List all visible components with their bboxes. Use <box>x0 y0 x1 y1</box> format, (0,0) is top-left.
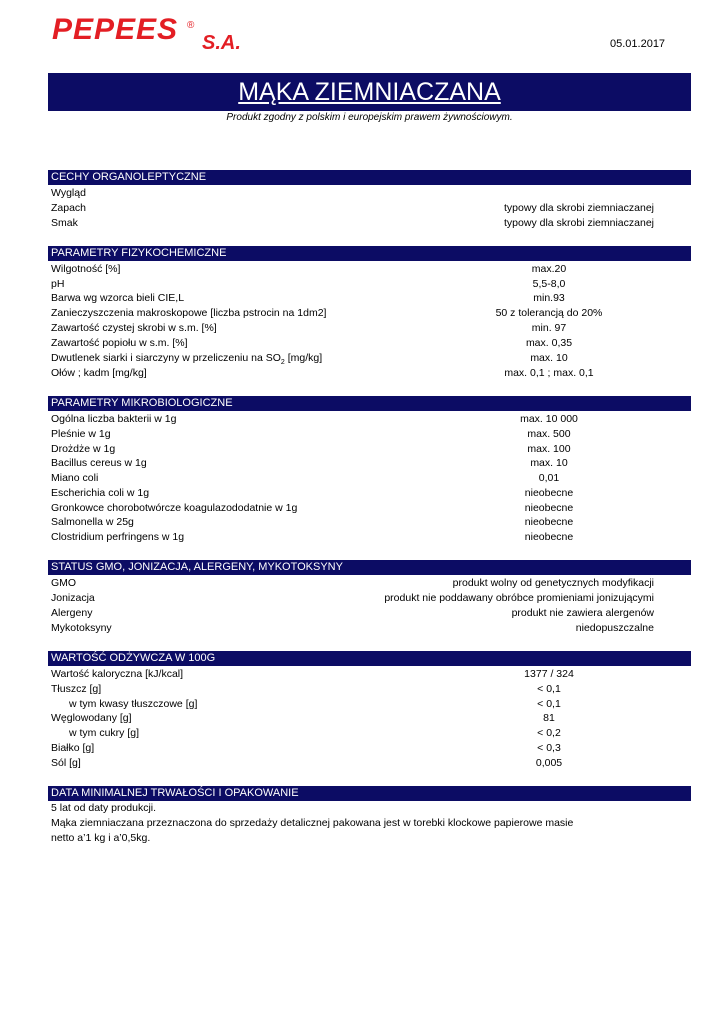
row-label-subscript: 2 <box>280 359 285 367</box>
row-value: max. 100 <box>527 443 571 455</box>
row-value: nieobecne <box>524 502 574 514</box>
row-label: Pleśnie w 1g <box>51 428 111 440</box>
row-label: Mykotoksyny <box>51 622 112 634</box>
row-value: min.93 <box>533 292 565 304</box>
row-label: Barwa wg wzorca bieli CIE,L <box>51 292 185 304</box>
table-row <box>51 291 691 306</box>
section-heading-micro: PARAMETRY MIKROBIOLOGICZNE <box>48 396 691 411</box>
row-label: Tłuszcz [g] <box>51 683 102 695</box>
table-row <box>51 486 691 501</box>
row-value: 1377 / 324 <box>524 668 574 680</box>
row-label: Białko [g] <box>51 742 95 754</box>
table-row <box>51 456 691 471</box>
row-label: Gronkowce chorobotwórcze koagulazododatnie w 1g <box>51 502 298 514</box>
row-label-text: Dwutlenek siarki i siarczyny w przeliczeniu na SO <box>51 352 281 364</box>
table-row <box>51 366 691 381</box>
table-row <box>51 591 691 606</box>
table-row <box>51 576 691 591</box>
section-heading-organoleptic: CECHY ORGANOLEPTYCZNE <box>48 170 691 185</box>
row-label: Drożdże w 1g <box>51 443 116 455</box>
packaging-line: netto a’1 kg i a’0,5kg. <box>51 832 151 844</box>
table-row <box>51 442 691 457</box>
row-label: w tym kwasy tłuszczowe [g] <box>69 698 198 710</box>
row-value: < 0,1 <box>537 698 561 710</box>
table-row <box>51 306 691 321</box>
row-label: Smak <box>51 217 78 229</box>
row-label: Clostridium perfringens w 1g <box>51 531 185 543</box>
row-value: 50 z tolerancją do 20% <box>495 307 603 319</box>
table-row <box>51 351 691 366</box>
table-row <box>51 711 691 726</box>
row-value: max. 10 <box>530 352 568 364</box>
row-label: Ogólna liczba bakterii w 1g <box>51 413 177 425</box>
section-heading-nutrition: WARTOŚĆ ODŻYWCZA W 100G <box>48 651 691 666</box>
table-row <box>51 667 691 682</box>
table-row <box>51 697 691 712</box>
row-label: Bacillus cereus w 1g <box>51 457 147 469</box>
row-value: produkt nie zawiera alergenów <box>511 607 654 619</box>
row-label-unit: [mg/kg] <box>284 352 323 364</box>
table-row <box>51 336 691 351</box>
page-title: MĄKA ZIEMNIACZANA <box>238 78 501 106</box>
row-label: Zapach <box>51 202 87 214</box>
row-label: Zawartość czystej skrobi w s.m. [%] <box>51 322 217 334</box>
table-row <box>51 741 691 756</box>
table-row <box>51 682 691 697</box>
row-value: 5,5-8,0 <box>532 278 566 290</box>
row-label: Węglowodany [g] <box>51 712 132 724</box>
shelf-life-line: 5 lat od daty produkcji. <box>51 802 157 814</box>
row-label: GMO <box>51 577 77 589</box>
table-row <box>51 621 691 636</box>
row-value: typowy dla skrobi ziemniaczanej <box>504 202 654 214</box>
row-label: Escherichia coli w 1g <box>51 487 150 499</box>
pepees-logo-icon <box>52 12 262 54</box>
table-row <box>51 427 691 442</box>
table-row <box>51 216 691 231</box>
section-heading-status: STATUS GMO, JONIZACJA, ALERGENY, MYKOTOKSYNY <box>48 560 691 575</box>
row-value: max. 500 <box>527 428 571 440</box>
table-row <box>51 756 691 771</box>
row-value: nieobecne <box>524 531 574 543</box>
company-logo <box>52 12 262 54</box>
row-value: < 0,1 <box>537 683 561 695</box>
table-row <box>51 201 691 216</box>
row-value: max.20 <box>531 263 567 275</box>
row-label: Jonizacja <box>51 592 95 604</box>
row-label: Salmonella w 25g <box>51 516 134 528</box>
svg-text:PEPEES: PEPEES <box>52 13 179 46</box>
document-date: 05.01.2017 <box>610 38 666 50</box>
table-row <box>51 186 691 201</box>
row-value: max. 0,35 <box>525 337 573 349</box>
table-row <box>51 530 691 545</box>
row-value: < 0,3 <box>537 742 561 754</box>
row-value: nieobecne <box>524 487 574 499</box>
table-row <box>51 726 691 741</box>
row-label: Wygląd <box>51 187 86 199</box>
table-row <box>51 277 691 292</box>
packaging-line: Mąka ziemniaczana przeznaczona do sprzedaży detalicznej pakowana jest w torebki klockowe papierowe masie <box>51 817 574 829</box>
row-label: w tym cukry [g] <box>69 727 140 739</box>
section-heading-shelf-life: DATA MINIMALNEJ TRWAŁOŚCI I OPAKOWANIE <box>48 786 691 801</box>
row-value: < 0,2 <box>537 727 561 739</box>
row-value: produkt wolny od genetycznych modyfikacji <box>452 577 654 589</box>
table-row <box>51 262 691 277</box>
row-label: Alergeny <box>51 607 93 619</box>
row-value: 0,005 <box>535 757 563 769</box>
table-row <box>51 412 691 427</box>
row-label: Sól [g] <box>51 757 81 769</box>
row-value: 81 <box>543 712 555 724</box>
svg-text:®: ® <box>187 20 195 31</box>
row-label: Zawartość popiołu w s.m. [%] <box>51 337 188 349</box>
table-row <box>51 501 691 516</box>
row-value: 0,01 <box>538 472 560 484</box>
row-value: typowy dla skrobi ziemniaczanej <box>504 217 654 229</box>
row-value: nieobecne <box>524 516 574 528</box>
section-heading-physchem: PARAMETRY FIZYKOCHEMICZNE <box>48 246 691 261</box>
table-row <box>51 321 691 336</box>
row-value: niedopuszczalne <box>575 622 654 634</box>
row-label: Wilgotność [%] <box>51 263 121 275</box>
page-subtitle: Produkt zgodny z polskim i europejskim prawem żywnościowym. <box>226 112 513 123</box>
row-label: Ołów ; kadm [mg/kg] <box>51 367 147 379</box>
row-label: Zanieczyszczenia makroskopowe [liczba pstrocin na 1dm2] <box>51 307 327 319</box>
row-label: Miano coli <box>51 472 99 484</box>
row-label: Wartość kaloryczna [kJ/kcal] <box>51 668 184 680</box>
row-value: produkt nie poddawany obróbce promieniami jonizującymi <box>384 592 654 604</box>
row-value: min. 97 <box>531 322 567 334</box>
table-row <box>51 606 691 621</box>
table-row <box>51 515 691 530</box>
row-value: max. 0,1 ; max. 0,1 <box>504 367 594 379</box>
table-row <box>51 471 691 486</box>
row-label: pH <box>51 278 65 290</box>
svg-text:S.A.: S.A. <box>202 32 241 54</box>
row-value: max. 10 000 <box>520 413 578 425</box>
row-value: max. 10 <box>530 457 568 469</box>
